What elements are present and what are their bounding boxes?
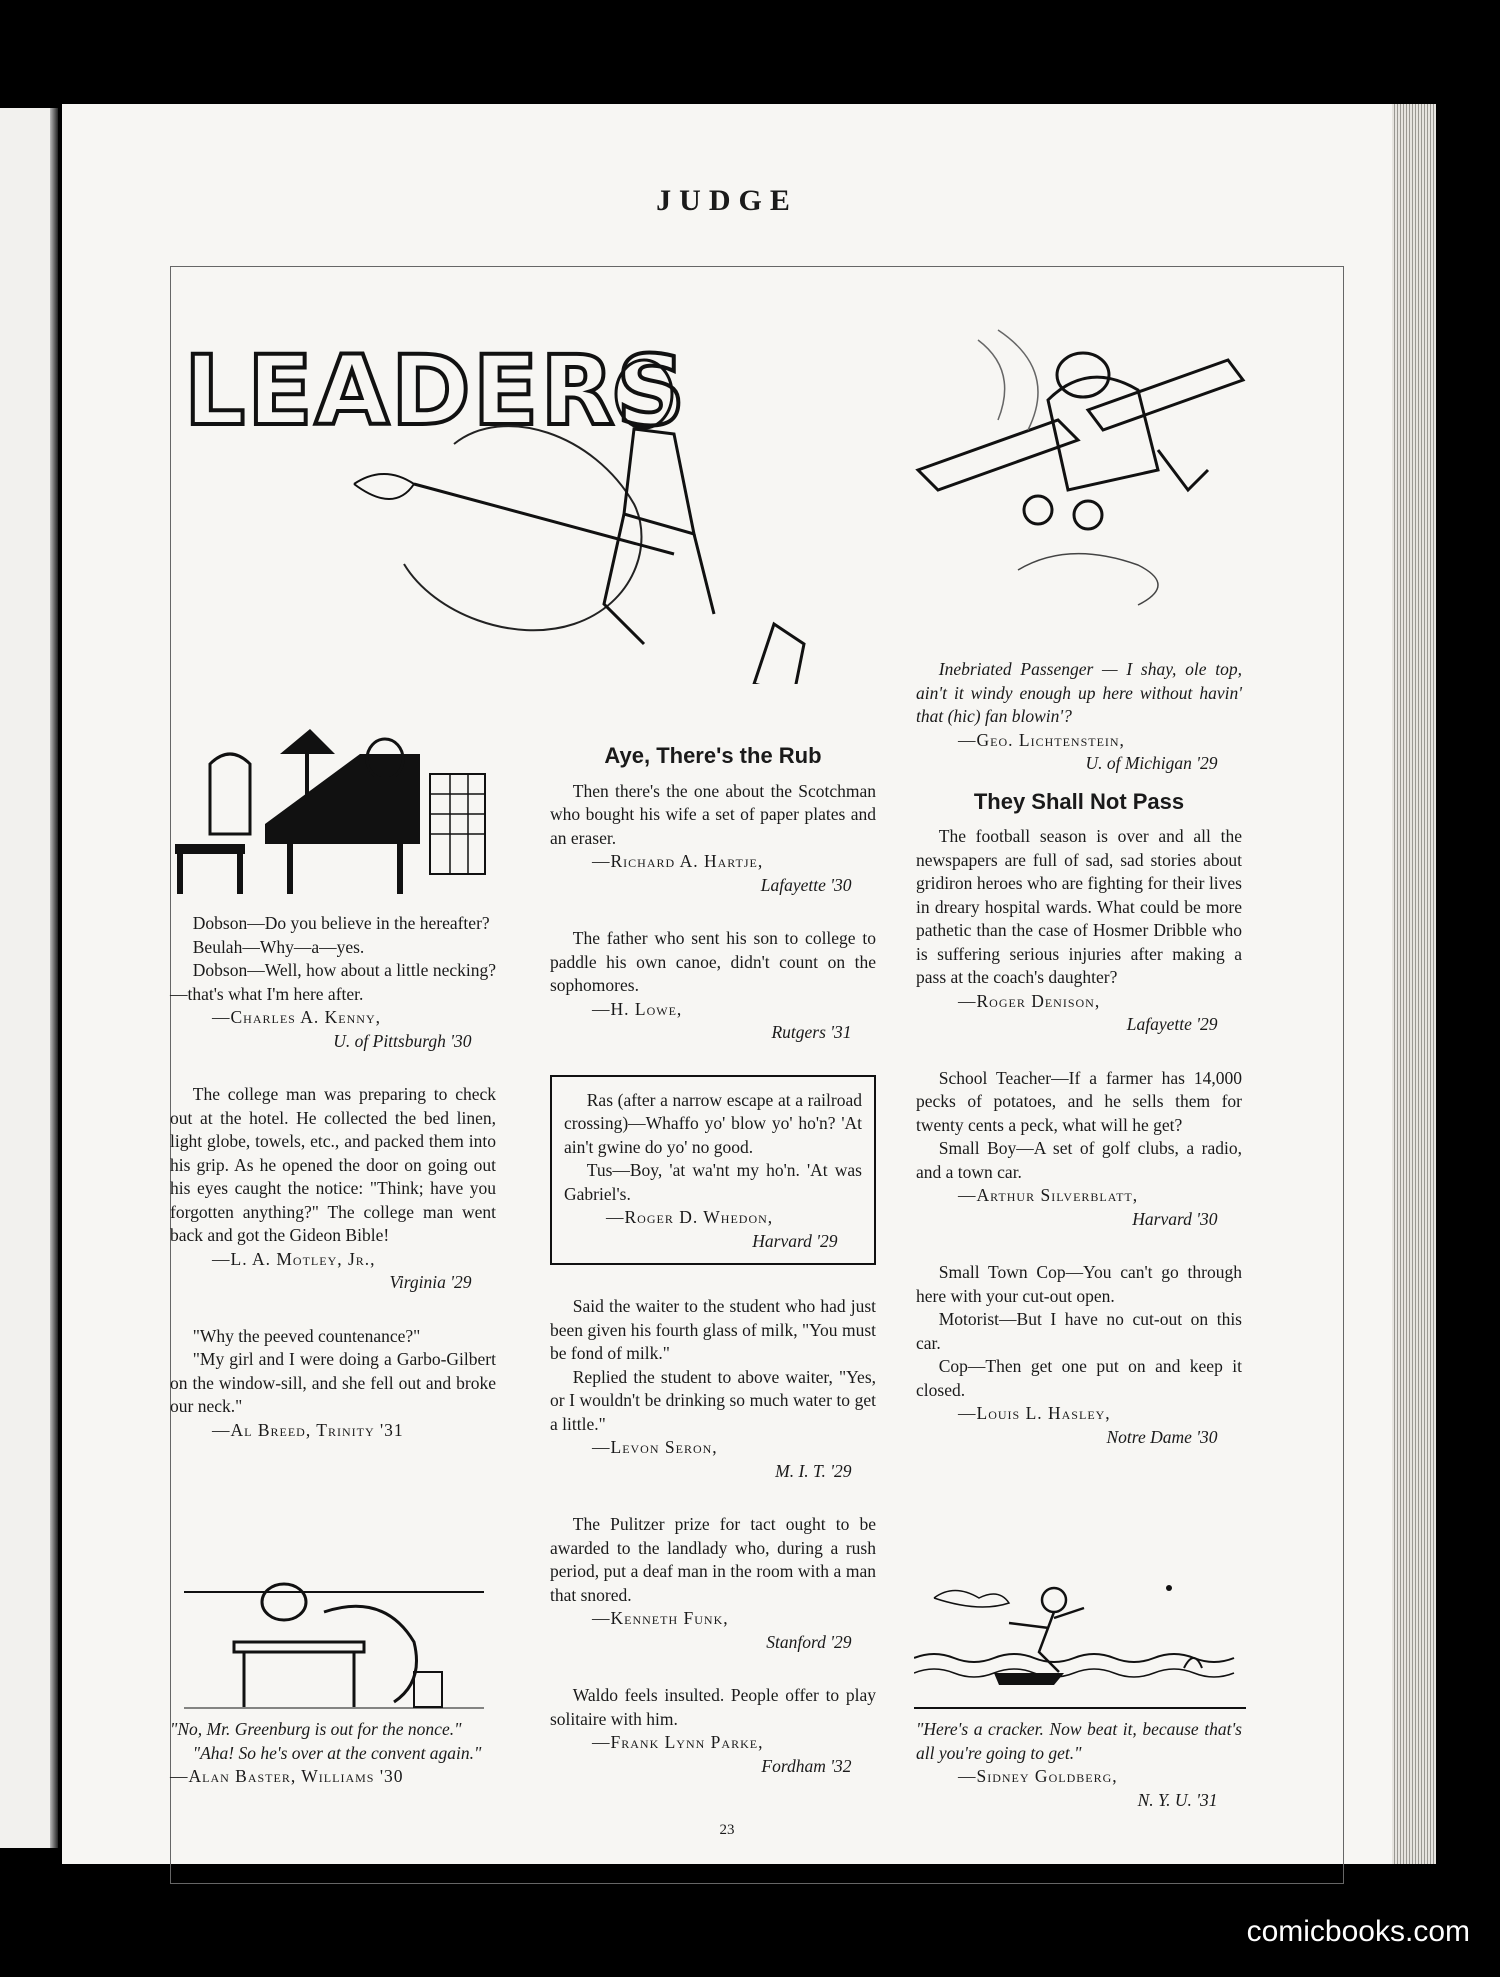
hotel-school: Virginia '29: [389, 1272, 472, 1292]
hotel-text: The college man was preparing to check out at the hotel. He collected the bed linen, light globe, towels, etc., and packed them into his grip. As he opened the door on going out his eyes caught the notice: "Think; have you forgotten anything?" The college man went back and got the Gideon Bible!: [170, 1084, 496, 1245]
page-number: 23: [719, 1822, 735, 1838]
pass-author: —Roger Denison,: [958, 990, 1101, 1011]
piano-line-1: Dobson—Do you believe in the hereafter?: [192, 913, 490, 933]
boxed-author: —Roger D. Whedon,: [606, 1207, 774, 1227]
piano-line-2: Beulah—Why—a—yes.: [192, 936, 365, 957]
rub-heading: Aye, There's the Rub: [604, 743, 822, 768]
cop-school: Notre Dame '30: [1106, 1426, 1218, 1447]
boxed-school: Harvard '29: [752, 1230, 838, 1251]
pass-heading: They Shall Not Pass: [973, 788, 1185, 814]
cracker-school: N. Y. U. '31: [1137, 1789, 1218, 1810]
cracker-caption: [916, 1718, 1242, 1812]
waldo-school: Fordham '32: [761, 1755, 852, 1776]
cop-line-2: Motorist—But I have no cut-out on this car.: [916, 1309, 1242, 1353]
garbo-author: —Al Breed, Trinity '31: [212, 1419, 404, 1440]
plane-school: U. of Michigan '29: [1085, 753, 1218, 773]
milk-school: M. I. T. '29: [775, 1460, 852, 1481]
milk-line-1: Said the waiter to the student who had just been given his fourth glass of milk, "You must be fond of milk.": [550, 1296, 876, 1363]
potatoes-line-2: Small Boy—A set of golf clubs, a radio, and a town car.: [916, 1138, 1242, 1182]
canoe-text: The father who sent his son to college to paddle his own canoe, didn't count on the sophomores.: [550, 928, 876, 995]
waldo-text: Waldo feels insulted. People offer to play solitaire with him.: [550, 1685, 876, 1729]
greenburg-line-1: "No, Mr. Greenburg is out for the nonce.": [170, 1719, 462, 1739]
watermark: comicbooks.com: [1246, 1915, 1470, 1948]
hotel-author: —L. A. Motley, Jr.,: [212, 1248, 376, 1269]
plane-caption: Inebriated Passenger — I shay, ole top, ain't it windy enough up here without havin' that (hic) fan blowin'?: [916, 659, 1242, 726]
boxed-line-2: Tus—Boy, 'at wa'nt my ho'n. 'At was Gabriel's.: [564, 1160, 862, 1204]
milk-author: —Levon Seron,: [592, 1437, 718, 1457]
rub-school: Lafayette '30: [760, 874, 852, 895]
leaders-illustration: [174, 284, 834, 684]
column-1: [170, 912, 496, 1442]
magazine-page: [62, 104, 1392, 1864]
cop-line-1: Small Town Cop—You can't go through here with your cut-out open.: [916, 1262, 1242, 1306]
cop-author: —Louis L. Hasley,: [958, 1403, 1111, 1423]
plane-author: —Geo. Lichtenstein,: [958, 729, 1125, 750]
waldo-author: —Frank Lynn Parke,: [592, 1732, 764, 1752]
milk-line-2: Replied the student to above waiter, "Yes, or I wouldn't be drinking so much water to get a little.": [550, 1366, 876, 1434]
column-3: [916, 658, 1242, 1449]
potatoes-school: Harvard '30: [1132, 1208, 1218, 1229]
adjacent-page-edge: [0, 108, 58, 1848]
pass-text: The football season is over and all the newspapers are full of sad, sad stories about gridiron heroes who are fighting for their lives in dreary hospital wards. What could be more pathetic than the case of Hosmer Dribble who is suffering serious injuries after making a pass at the coach's daughter?: [916, 826, 1242, 987]
pass-school: Lafayette '29: [1126, 1014, 1218, 1034]
rub-text: Then there's the one about the Scotchman who bought his wife a set of paper plates and an eraser.: [550, 780, 876, 848]
greenburg-caption: [170, 1718, 496, 1789]
garbo-line-2: "My girl and I were doing a Garbo-Gilbert on the window-sill, and she fell out and broke our neck.": [170, 1349, 496, 1416]
cracker-author: —Sidney Goldberg,: [958, 1766, 1118, 1786]
piano-cartoon: [170, 714, 500, 914]
airplane-cartoon: [898, 300, 1268, 620]
cracker-cartoon: [914, 1578, 1246, 1712]
pulitzer-school: Stanford '29: [766, 1631, 852, 1652]
masthead: JUDGE: [656, 184, 798, 217]
leaders-lettering: LEADERS: [184, 335, 688, 447]
column-2: [550, 744, 876, 1778]
canoe-school: Rutgers '31: [771, 1022, 852, 1042]
greenburg-author: —Alan Baster, Williams '30: [170, 1766, 404, 1786]
page-stack-edges: [1392, 104, 1436, 1864]
pulitzer-text: The Pulitzer prize for tact ought to be awarded to the landlady who, during a rush period, put a deaf man in the room with a man that snored.: [550, 1514, 876, 1605]
piano-school: U. of Pittsburgh '30: [333, 1030, 472, 1051]
potatoes-line-1: School Teacher—If a farmer has 14,000 pecks of potatoes, and he sells them for twenty cents a peck, what will he get?: [916, 1067, 1242, 1135]
greenburg-line-2: "Aha! So he's over at the convent again.": [192, 1742, 482, 1763]
greenburg-cartoon: [174, 1572, 494, 1712]
boxed-joke: [550, 1075, 876, 1266]
pulitzer-author: —Kenneth Funk,: [592, 1608, 729, 1628]
rub-author: —Richard A. Hartje,: [592, 851, 764, 871]
piano-line-3: Dobson—Well, how about a little necking?—that's what I'm here after.: [170, 960, 496, 1004]
canoe-author: —H. Lowe,: [592, 998, 683, 1019]
garbo-line-1: "Why the peeved countenance?": [192, 1325, 421, 1346]
cracker-text: "Here's a cracker. Now beat it, because that's all you're going to get.": [916, 1719, 1242, 1763]
piano-author: —Charles A. Kenny,: [212, 1007, 381, 1027]
boxed-line-1: Ras (after a narrow escape at a railroad crossing)—Whaffo yo' blow yo' ho'n? 'At ain't gwine do yo' no good.: [564, 1089, 862, 1157]
potatoes-author: —Arthur Silverblatt,: [958, 1185, 1139, 1205]
cop-line-3: Cop—Then get one put on and keep it closed.: [916, 1356, 1242, 1400]
